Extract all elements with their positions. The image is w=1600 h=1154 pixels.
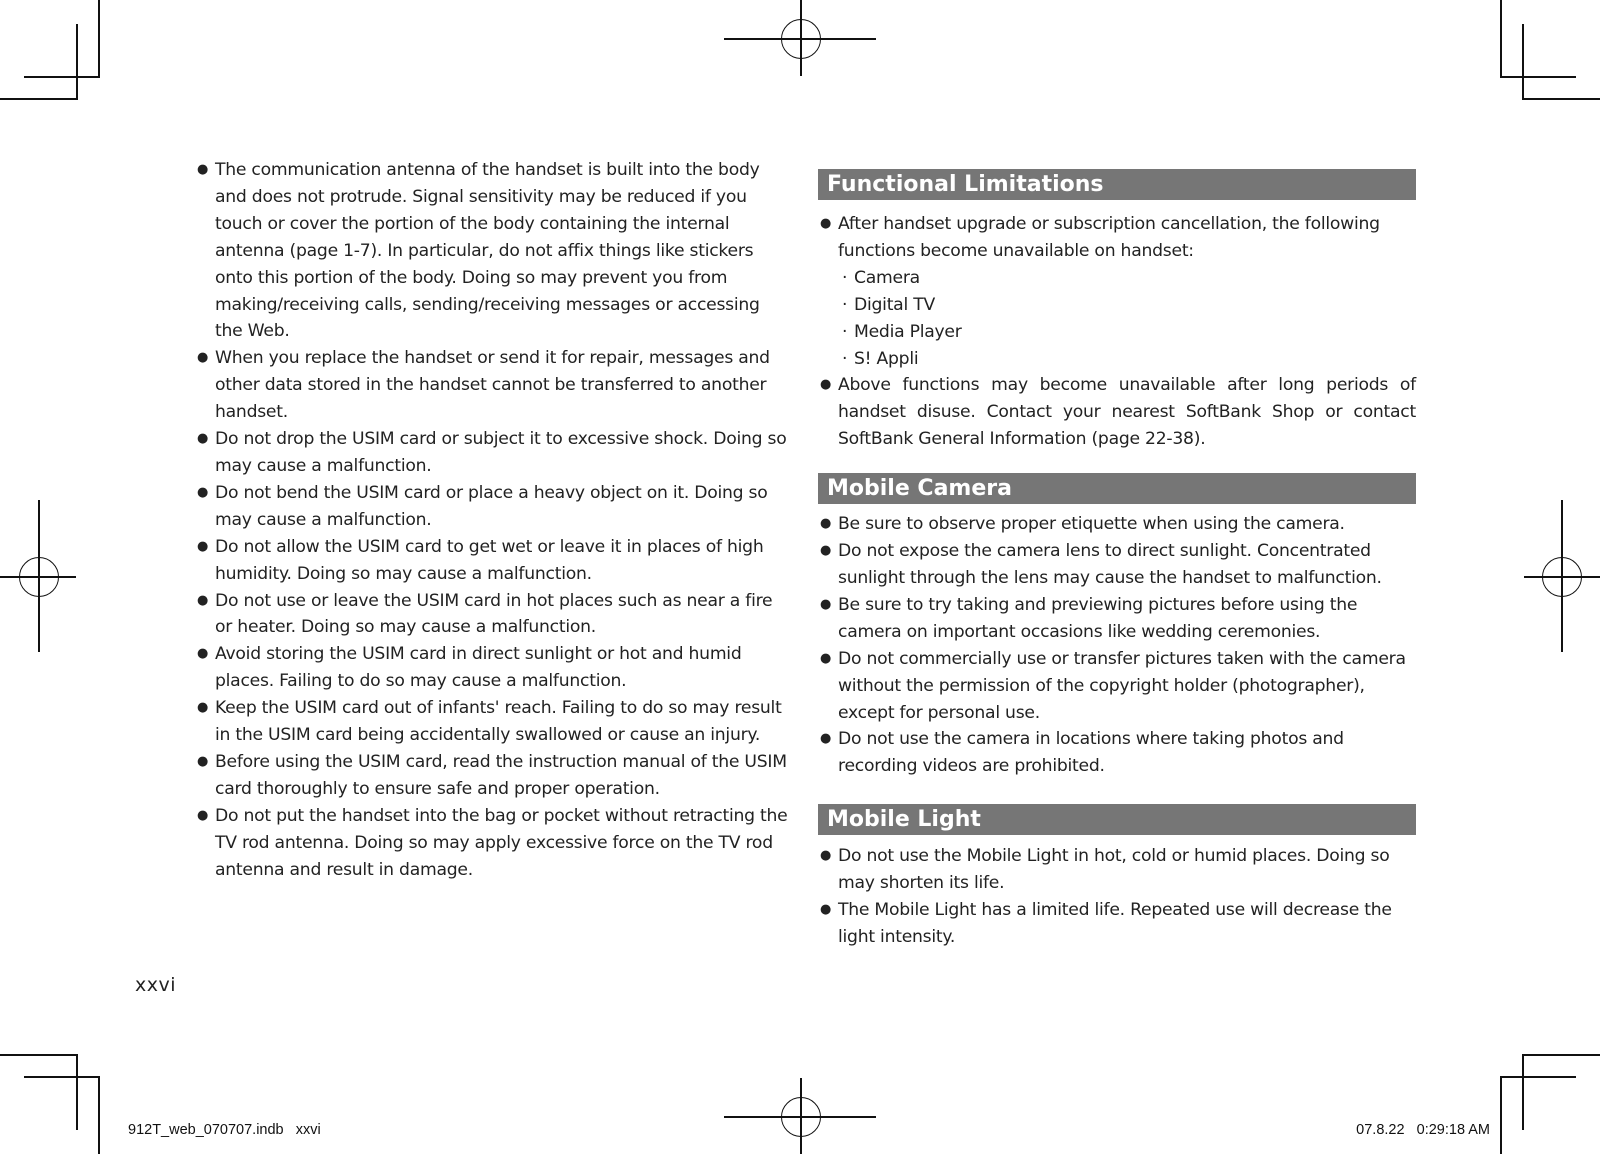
- bullet-icon: ●: [197, 350, 209, 366]
- function-item: · S! Appli: [838, 346, 1416, 373]
- crop-mark: [24, 1076, 100, 1078]
- list-item: ● Do not drop the USIM card or subject it to excessive shock. Doing so may cause a malfunction.: [195, 426, 790, 480]
- bullet-icon: ●: [820, 516, 832, 532]
- mobile-light-list: [818, 843, 1416, 951]
- section-mobile-camera: [818, 473, 1416, 780]
- function-item: · Digital TV: [838, 292, 1416, 319]
- crop-mark: [1522, 1054, 1524, 1130]
- bullet-icon: ●: [197, 646, 209, 662]
- bullet-icon: ●: [197, 431, 209, 447]
- section-functional-limitations: [818, 169, 1416, 453]
- registration-circle: [781, 19, 821, 59]
- crop-mark: [1500, 1078, 1502, 1154]
- mobile-camera-list: [818, 511, 1416, 780]
- list-item: ● Do not commercially use or transfer pictures taken with the camera without the permission of the copyright holder (photographer), except for personal use.: [818, 646, 1416, 727]
- middot-icon: ·: [842, 267, 848, 288]
- list-item: ● Avoid storing the USIM card in direct sunlight or hot and humid places. Failing to do so may cause a malfunction.: [195, 641, 790, 695]
- list-item: ● Before using the USIM card, read the instruction manual of the USIM card thoroughly to ensure safe and proper operation.: [195, 749, 790, 803]
- list-item: ● Do not use or leave the USIM card in hot places such as near a fire or heater. Doing so may cause a malfunction.: [195, 588, 790, 642]
- unavailable-functions-list: [838, 265, 1416, 373]
- list-item: ● Do not allow the USIM card to get wet or leave it in places of high humidity. Doing so may cause a malfunction.: [195, 534, 790, 588]
- crop-mark: [1500, 76, 1576, 78]
- registration-circle: [19, 557, 59, 597]
- middot-icon: ·: [842, 294, 848, 315]
- function-item: · Camera: [838, 265, 1416, 292]
- crop-mark: [0, 1054, 76, 1056]
- registration-circle: [1542, 557, 1582, 597]
- bullet-icon: ●: [820, 848, 832, 864]
- list-item: ● Keep the USIM card out of infants' reach. Failing to do so may result in the USIM card being accidentally swallowed or cause an injury.: [195, 695, 790, 749]
- print-slug-timestamp: 07.8.22 0:29:18 AM: [1356, 1122, 1490, 1138]
- functional-limitations-list: [818, 211, 1416, 453]
- page-number: xxvi: [135, 974, 177, 996]
- crop-mark: [1524, 1054, 1600, 1056]
- list-item: ● Do not put the handset into the bag or pocket without retracting the TV rod antenna. Doing so may apply excessive force on the TV rod antenna and result in damage.: [195, 803, 790, 884]
- crop-mark: [1524, 98, 1600, 100]
- list-item: ● Do not use the camera in locations where taking photos and recording videos are prohibited.: [818, 726, 1416, 780]
- bullet-icon: ●: [820, 216, 832, 231]
- crop-mark: [76, 1054, 78, 1130]
- bullet-icon: ●: [197, 538, 209, 554]
- middot-icon: ·: [842, 321, 848, 342]
- list-item: ● Do not use the Mobile Light in hot, cold or humid places. Doing so may shorten its life.: [818, 843, 1416, 897]
- bullet-icon: ●: [197, 807, 209, 823]
- section-heading: Functional Limitations: [818, 169, 1416, 200]
- bullet-icon: ●: [820, 650, 832, 666]
- bullet-icon: ●: [820, 731, 832, 747]
- function-item: · Media Player: [838, 319, 1416, 346]
- crop-mark: [98, 0, 100, 76]
- list-item: ● After handset upgrade or subscription cancellation, the following functions become unavailable on handset: · Camera · Digital TV · Media Player · S! Appli: [818, 211, 1416, 372]
- bullet-icon: ●: [197, 484, 209, 500]
- print-slug-filename: 912T_web_070707.indb xxvi: [128, 1122, 321, 1138]
- section-heading: Mobile Camera: [818, 473, 1416, 504]
- crop-mark: [24, 76, 100, 78]
- list-item: ● The Mobile Light has a limited life. Repeated use will decrease the light intensity.: [818, 897, 1416, 951]
- bullet-icon: ●: [197, 753, 209, 769]
- crop-mark: [98, 1078, 100, 1154]
- left-column: [195, 157, 790, 883]
- bullet-icon: ●: [197, 700, 209, 716]
- registration-circle: [781, 1097, 821, 1137]
- section-heading: Mobile Light: [818, 804, 1416, 835]
- bullet-icon: ●: [820, 596, 832, 612]
- crop-mark: [1522, 24, 1524, 100]
- list-item: ● The communication antenna of the handset is built into the body and does not protrude. Signal sensitivity may be reduced if you touch or cover the portion of the body containing the internal antenna (page 1-7). In particular, do not affix things like stickers onto this portion of the body. Doing so may prevent you from making/receiving calls, sending/receiving messages or accessing the Web.: [195, 157, 790, 345]
- bullet-icon: ●: [197, 162, 209, 177]
- bullet-icon: ●: [197, 592, 209, 608]
- list-item: ● Do not expose the camera lens to direct sunlight. Concentrated sunlight through the lens may cause the handset to malfunction.: [818, 538, 1416, 592]
- list-item: ● When you replace the handset or send it for repair, messages and other data stored in the handset cannot be transferred to another handset.: [195, 345, 790, 426]
- bullet-icon: ●: [820, 543, 832, 559]
- crop-mark: [1500, 0, 1502, 76]
- section-mobile-light: [818, 804, 1416, 951]
- list-item: ● Above functions may become unavailable after long periods of handset disuse. Contact your nearest SoftBank Shop or contact SoftBank General Information (page 22-38).: [818, 372, 1416, 453]
- right-column: [818, 169, 1416, 951]
- middot-icon: ·: [842, 348, 848, 369]
- list-item: ● Be sure to try taking and previewing pictures before using the camera on important occasions like wedding ceremonies.: [818, 592, 1416, 646]
- list-item: ● Do not bend the USIM card or place a heavy object on it. Doing so may cause a malfunction.: [195, 480, 790, 534]
- bullet-icon: ●: [820, 902, 832, 918]
- list-item: ● Be sure to observe proper etiquette when using the camera.: [818, 511, 1416, 538]
- crop-mark: [76, 24, 78, 100]
- bullet-icon: ●: [820, 377, 832, 393]
- crop-mark: [0, 98, 76, 100]
- usim-precautions-list: [195, 157, 790, 883]
- crop-mark: [1500, 1076, 1576, 1078]
